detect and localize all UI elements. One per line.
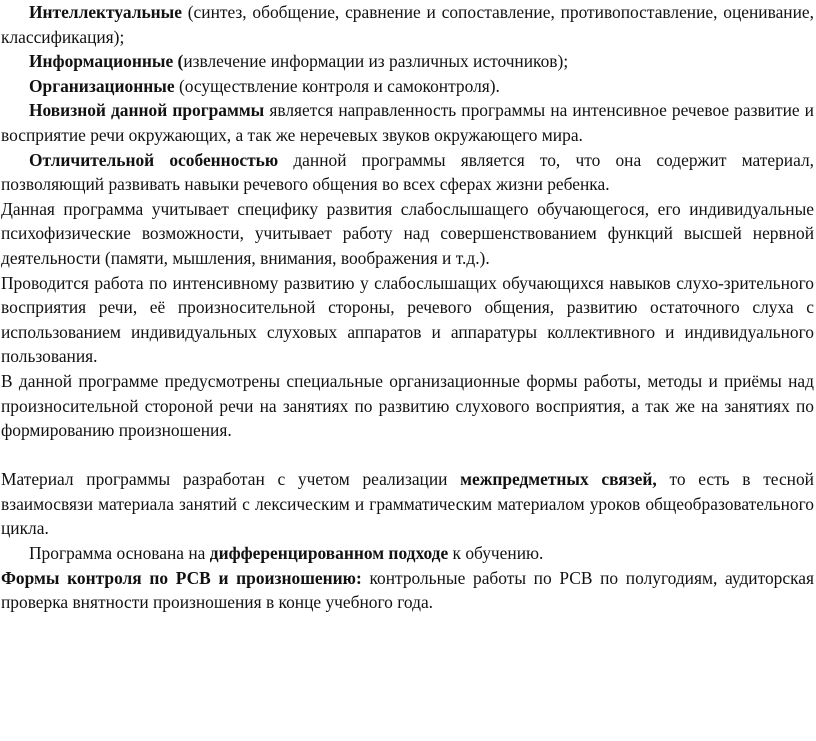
- paragraph-text: Материал программы разработан с учетом реализации: [1, 469, 461, 490]
- term-distinctive-feature: Отличительной особенностью: [29, 149, 279, 170]
- paragraph-organizational-forms: [1, 369, 814, 443]
- paragraph-program-specifics: [1, 197, 814, 271]
- paragraph-text: Программа основана на: [29, 543, 210, 564]
- term-differentiated-approach: дифференцированном подходе: [209, 543, 449, 564]
- term-organizational: Организационные: [29, 75, 175, 96]
- paragraph-text: Проводится работа по интенсивному развитию у слабослышащих обучающихся навыков слухо-зрительного восприятия речи, её произносительной стороны, речевого общения, развитию остаточного слуха с использованием индивидуальных слуховых аппаратов и аппаратуры коллективного и индивидуального пользования.: [1, 272, 814, 367]
- paragraph-organizational: [1, 74, 814, 99]
- paragraph-intellectual: [1, 0, 814, 49]
- paragraph-text: контрольные работы по РСВ по полугодиям, аудиторская проверка внятности произношения в конце учебного года.: [1, 567, 814, 613]
- paragraph-intensive-work: [1, 271, 814, 369]
- paragraph-text: то есть в тесной взаимосвязи материала занятий с лексическим и грамматическим материалом уроков общеобразовательного цикла.: [1, 469, 814, 539]
- paragraph-differentiated-approach: [1, 541, 814, 566]
- paragraph-informational: [1, 49, 814, 74]
- paragraph-text: В данной программе предусмотрены специальные организационные формы работы, методы и приёмы над произносительной стороной речи на занятиях по развитию слухового восприятия, а так же на занятиях по формированию произношения.: [1, 370, 814, 441]
- paragraph-text: Данная программа учитывает специфику развития слабослышащего обучающегося, его индивидуальные психофизические возможности, учитывает работу над совершенствованием функций высшей нервной деятельности (памяти, мышления, внимания, воображения и т.д.).: [1, 198, 814, 268]
- term-informational: Информационные (: [29, 51, 184, 72]
- paragraph-distinctive-feature: [1, 148, 814, 197]
- term-novelty: Новизной данной программы: [29, 100, 265, 121]
- paragraph-control-forms: [1, 566, 814, 615]
- paragraph-text: к обучению.: [448, 543, 544, 564]
- term-interdisciplinary: межпредметных связей,: [460, 469, 657, 490]
- paragraph-text: (синтез, обобщение, сравнение и сопоставление, противопоставление, оценивание, классификация);: [1, 2, 814, 47]
- term-intellectual: Интеллектуальные: [29, 2, 182, 22]
- paragraph-text: извлечение информации из различных источников);: [183, 51, 569, 72]
- paragraph-text: является направленность программы на интенсивное речевое развитие и восприятие речи окружающих, а так же неречевых звуков окружающего мира.: [1, 100, 814, 145]
- blank-line: [1, 443, 814, 468]
- paragraph-novelty: [1, 98, 814, 147]
- paragraph-interdisciplinary: [1, 467, 814, 541]
- paragraph-text: данной программы является то, что она содержит материал, позволяющий развивать навыки речевого общения во всех сферах жизни ребенка.: [1, 149, 814, 195]
- paragraph-text: (осуществление контроля и самоконтроля).: [174, 75, 500, 96]
- term-control-forms: Формы контроля по РСВ и произношению:: [1, 567, 362, 588]
